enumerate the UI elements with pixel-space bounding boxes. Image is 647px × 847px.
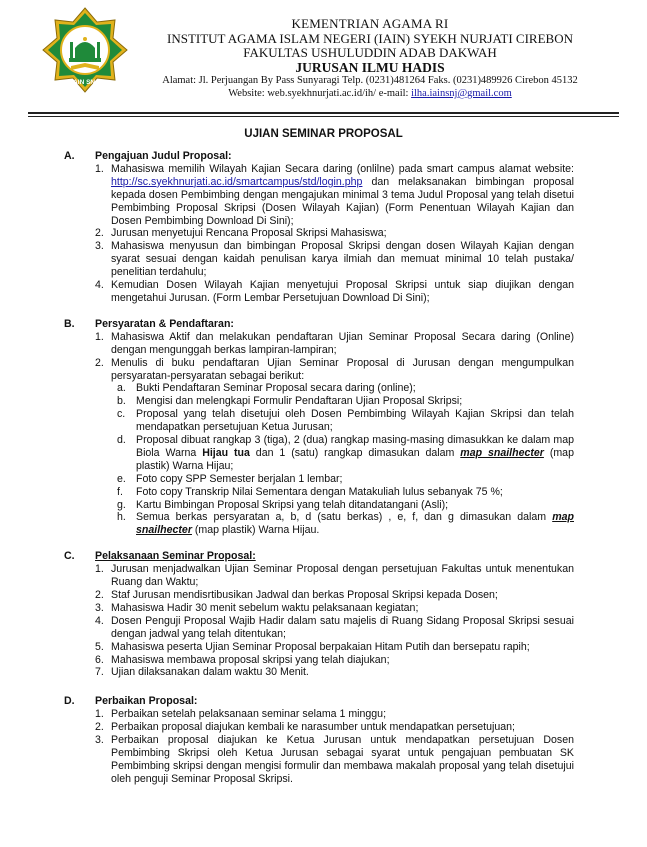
sub-text: (map plastik) Warna Hijau. [191,524,320,537]
sub-text: Mengisi dan melengkapi Formulir Pendaftaran Ujian Proposal Skripsi; [136,395,463,408]
list-item [95,641,574,654]
header-divider-thick [28,112,619,114]
section-letter: D. [64,695,75,708]
item-number: 4. [95,279,104,292]
emphasis-text: Hijau tua [202,446,250,459]
sub-text: Proposal yang telah disetujui oleh Dosen Pembimbing Wilayah Kajian Skripsi dan telah mendapatkan persetujuan Ketua Jurusan; [136,408,574,434]
sublist-item [111,434,574,473]
sublist-item [111,473,574,486]
item-number: 1. [95,708,104,721]
list-item [95,563,574,589]
item-number: 1. [95,330,104,343]
item-text: Dosen Penguji Proposal Wajib Hadir dalam satu majelis di Ruang Sidang Proposal Skripsi sesuai dengan jadwal yang telah ditentukan; [111,614,574,640]
list-item [95,734,574,786]
item-text: Mahasiswa membawa proposal skripsi yang telah diajukan; [111,653,390,666]
item-text: dan melaksanakan bimbingan proposal kepada dosen Pembimbing dengan mengajukan minimal 3 tema Judul Proposal yang telah disetui Pembimbing Proposal Skripsi (Dosen Wilayah Kajian) (Form Penentuan Wilayah Kajian dan Dosen Pembimbing Download Di Sini); [111,175,574,227]
sub-text: (map plastik) Warna Hijau; [136,446,574,472]
sub-text: Semua berkas persyaratan a, b, d (satu berkas) , e, f, dan g dimasukan dalam [136,511,553,524]
section-title: Pelaksanaan Seminar Proposal: [95,550,256,563]
list-item [95,708,574,721]
ministry-name: KEMENTRIAN AGAMA RI [291,16,449,31]
item-text: Mahasiswa menyusun dan bimbingan Proposal Skripsi dengan dosen Wilayah Kajian dengan syarat sesuai dengan kaidah penulisan karya ilmiah dan memuat minimal 10 telah pustaka/ penelitian terdahulu; [111,240,574,279]
item-number: 3. [95,734,104,747]
item-number: 2. [95,356,104,369]
letterhead [150,17,590,100]
sublist-item [111,382,574,395]
item-text: Ujian dilaksanakan dalam waktu 30 Menit. [111,666,309,679]
item-text: Mahasiswa memilih Wilayah Kajian Secara daring (onlilne) pada smart campus alamat website: [111,162,574,175]
section-title: Pengajuan Judul Proposal: [95,150,232,162]
sub-text: Foto copy SPP Semester berjalan 1 lembar; [136,472,343,485]
section-letter: A. [64,150,75,162]
department-name: JURUSAN ILMU HADIS [295,59,445,75]
list-item [95,240,574,279]
section-letter: B. [64,317,75,330]
sub-text: dan 1 (satu) rangkap dimasukan dalam [249,446,461,459]
list-item [95,331,574,357]
sub-letter: b. [117,395,126,408]
list-item [95,666,574,679]
section-a-list [95,163,574,305]
item-text: Mahasiswa peserta Ujian Seminar Proposal berpakaian Hitam Putih dan bersepatu rapih; [111,640,530,653]
item-text: Perbaikan setelah pelaksanaan seminar selama 1 minggu; [111,708,387,721]
sub-letter: g. [117,498,126,511]
item-text: Mahasiswa Hadir 30 menit sebelum waktu pelaksanaan kegiatan; [111,601,419,614]
item-text: Jurusan menyetujui Rencana Proposal Skripsi Mahasiswa; [111,227,387,240]
item-number: 1. [95,162,104,175]
item-text: Perbaikan proposal diajukan ke Ketua Jurusan untuk mendapatkan persetujuan Dosen Pembimbing Skripsi oleh Ketua Jurusan sebagai syarat untuk pengajuan pembuatan SK Pembimbing skripsi dengan mengisi formulir dan membawa makalah proposal yang telah disetujui oleh penguji Seminar Proposal Skripsi. [111,734,574,785]
item-number: 1. [95,563,104,576]
section-title: Perbaikan Proposal: [95,695,198,708]
sub-letter: f. [117,485,123,498]
section-b [64,318,574,537]
item-text: Jurusan menjadwalkan Ujian Seminar Proposal dengan persetujuan Fakultas untuk menentukan Ruang dan Waktu; [111,563,574,589]
address-line: Alamat: Jl. Perjuangan By Pass Sunyaragi Telp. (0231)481264 Faks. (0231)489926 Cirebon 45132 [162,75,578,87]
item-text: Kemudian Dosen Wilayah Kajian menyetujui Proposal Skripsi untuk siap diujikan dengan mengetahui Jurusan. (Form Lembar Persetujuan Download Di Sini); [111,279,574,304]
iain-crest-logo-icon [41,6,129,94]
item-text: Menulis di buku pendaftaran Ujian Seminar Proposal di Jurusan dengan mengumpulkan persyaratan-persyaratan sebagai berikut: [111,356,574,382]
list-item [95,615,574,641]
header-divider-thin [28,116,619,117]
section-c-list [95,563,574,679]
list-item [95,357,574,538]
sub-text: Foto copy Transkrip Nilai Sementara dengan Matakuliah lulus sebanyak 75 %; [136,485,503,498]
document-title: UJIAN SEMINAR PROPOSAL [244,128,403,140]
requirements-sublist [111,382,574,537]
sub-letter: d. [117,434,126,447]
item-number: 2. [95,589,104,601]
section-a [64,150,574,305]
institute-name: INSTITUT AGAMA ISLAM NEGERI (IAIN) SYEKH NURJATI CIREBON [167,30,573,46]
item-number: 3. [95,240,104,253]
sub-text: Kartu Bimbingan Proposal Skripsi yang telah ditandatangani (Asli); [136,498,449,511]
list-item [95,279,574,305]
sublist-item [111,395,574,408]
item-number: 7. [95,666,104,679]
section-d-list [95,708,574,785]
email-link[interactable]: ilha.iainsnj@gmail.com [411,87,512,99]
sublist-item [111,408,574,434]
section-c [64,550,574,679]
list-item [95,654,574,667]
item-number: 2. [95,721,104,734]
sub-letter: e. [117,472,126,485]
faculty-name: FAKULTAS USHULUDDIN ADAB DAKWAH [243,45,497,61]
sub-text: Bukti Pendaftaran Seminar Proposal secara daring (online); [136,382,416,395]
logo-caption: IAIN SNJ [71,79,99,86]
emphasis-text: map snailhecter [136,511,574,537]
sub-letter: c. [117,408,126,421]
sublist-item [111,486,574,499]
list-item [95,721,574,734]
list-item [95,589,574,602]
sub-letter: h. [117,511,126,524]
item-number: 2. [95,227,104,240]
item-text: Mahasiswa Aktif dan melakukan pendaftaran Ujian Seminar Proposal Secara daring (Online) dengan mengunggah berkas lampiran-lampiran; [111,330,574,356]
contact-line [150,88,590,101]
item-number: 5. [95,640,104,653]
smart-campus-link[interactable]: http://sc.syekhnurjati.ac.id/smartcampus/std/login.php [111,175,363,188]
emphasis-text: map snailhecter [460,446,544,459]
item-text: Perbaikan proposal diajukan kembali ke narasumber untuk mendapatkan persetujuan; [111,721,515,734]
section-d [64,695,574,785]
sublist-item [111,499,574,512]
item-number: 4. [95,614,104,627]
list-item [95,227,574,240]
list-item [95,163,574,228]
sublist-item [111,511,574,537]
list-item [95,602,574,615]
sub-letter: a. [117,382,126,395]
sub-text: Proposal dibuat rangkap 3 (tiga), 2 (dua) rangkap masing-masing dimasukkan ke dalam map Biola Warna [136,434,574,459]
website-text: Website: web.syekhnurjati.ac.id/ih/ e-mail: [228,87,412,99]
document-body [64,150,574,786]
item-text: Staf Jurusan mendisrtibusikan Jadwal dan berkas Proposal Skripsi kepada Dosen; [111,589,498,601]
section-letter: C. [64,550,75,563]
section-b-list [95,331,574,538]
item-number: 3. [95,601,104,614]
item-number: 6. [95,653,104,666]
section-title: Persyaratan & Pendaftaran: [95,317,234,330]
